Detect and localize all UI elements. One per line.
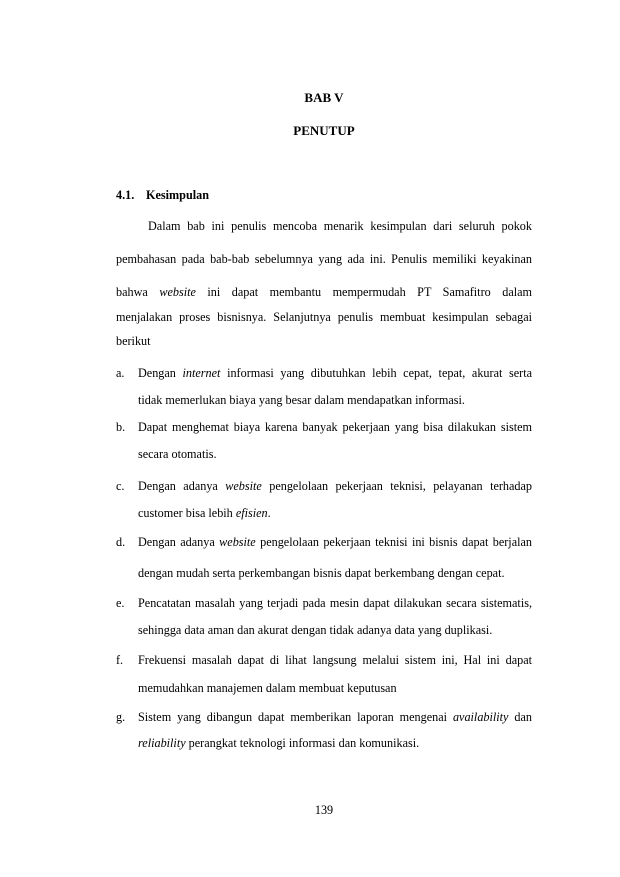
list-item: e. Pencatatan masalah yang terjadi pada mesin dapat dilakukan secara sistematis, xyxy=(116,596,532,610)
paragraph-line: menjalakan proses bisnisnya. Selanjutnya penulis membuat kesimpulan sebagai xyxy=(116,310,532,324)
list-item-continuation: customer bisa lebih efisien. xyxy=(138,506,271,520)
list-item: g. Sistem yang dibangun dapat memberikan laporan mengenai availability dan xyxy=(116,710,533,724)
paragraph-line: Dalam bab ini penulis mencoba menarik kesimpulan dari seluruh pokok xyxy=(148,219,532,233)
list-item: b. Dapat menghemat biaya karena banyak pekerjaan yang bisa dilakukan sistem xyxy=(116,420,532,434)
section-title: Kesimpulan xyxy=(146,188,209,202)
list-item: d. Dengan adanya website pengelolaan pekerjaan teknisi ini bisnis dapat berjalan xyxy=(116,535,532,549)
chapter-number: BAB V xyxy=(304,90,344,105)
list-item: c. Dengan adanya website pengelolaan pekerjaan teknisi, pelayanan terhadap xyxy=(116,479,533,493)
paragraph-line: berikut xyxy=(116,334,151,348)
page-number: 139 xyxy=(314,803,334,817)
chapter-title: PENUTUP xyxy=(293,123,355,138)
list-item-continuation: sehingga data aman dan akurat dengan tidak adanya data yang duplikasi. xyxy=(138,623,493,637)
list-item-continuation: dengan mudah serta perkembangan bisnis dapat berkembang dengan cepat. xyxy=(138,566,505,580)
list-item-continuation: memudahkan manajemen dalam membuat keputusan xyxy=(138,681,397,695)
section-heading xyxy=(116,188,209,203)
list-item-continuation: secara otomatis. xyxy=(138,447,217,461)
paragraph-line: bahwa website ini dapat membantu mempermudah PT Samafitro dalam xyxy=(116,285,532,299)
list-item: f. Frekuensi masalah dapat di lihat langsung melalui sistem ini, Hal ini dapat xyxy=(116,653,532,667)
list-item-continuation: reliability perangkat teknologi informasi dan komunikasi. xyxy=(138,736,420,750)
section-number: 4.1. xyxy=(116,188,135,202)
paragraph-line: pembahasan pada bab-bab sebelumnya yang ada ini. Penulis memiliki keyakinan xyxy=(116,252,532,266)
list-item-continuation: tidak memerlukan biaya yang besar dalam mendapatkan informasi. xyxy=(138,393,465,407)
list-item: a. Dengan internet informasi yang dibutuhkan lebih cepat, tepat, akurat serta xyxy=(116,366,532,380)
